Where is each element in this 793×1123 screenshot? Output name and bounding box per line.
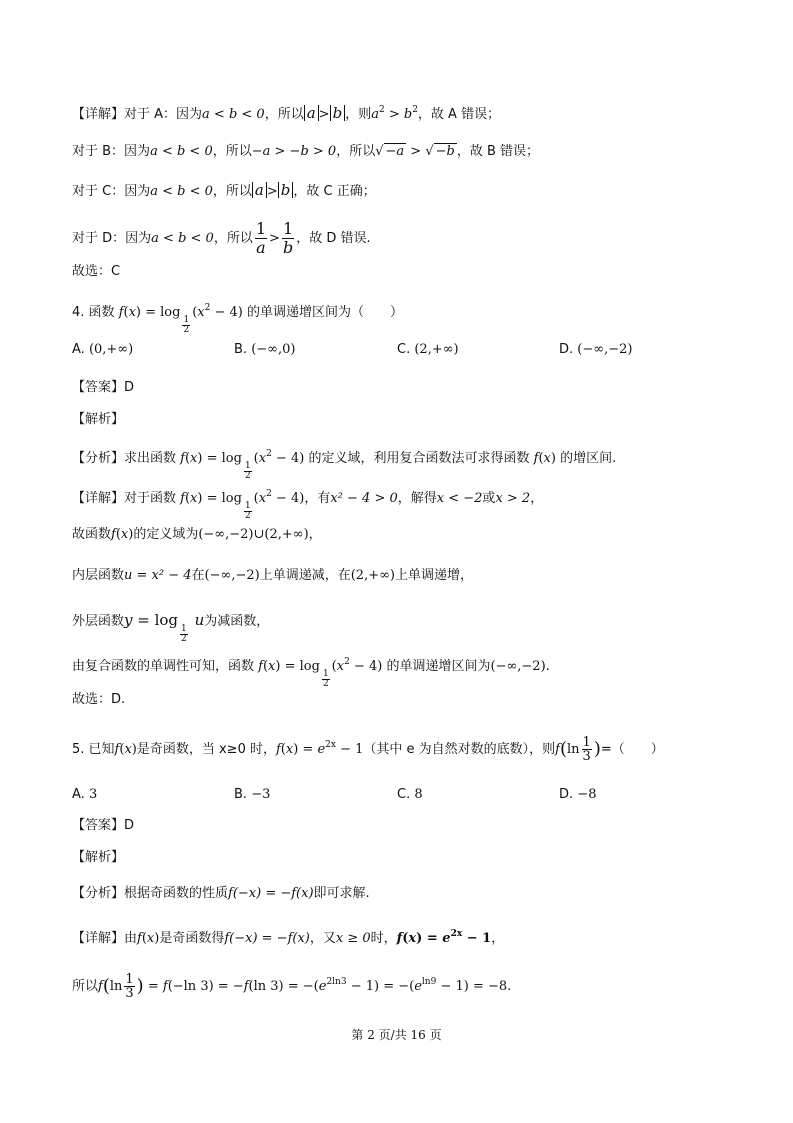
q5-analysis-tag: 【解析】	[72, 850, 125, 865]
q4-option-d[interactable]: D. (−∞,−2)	[559, 342, 633, 357]
q4-domain: 故函数f(x)的定义域为(−∞,−2)∪(2,+∞)，	[72, 527, 322, 542]
q5-so: 所以f(ln $\frac{1}{3}$ ) = f(−ln 3) = −f(ln $3) = -(e^{2ln3} - 1) = -(e^{ln9} - 1) = -8$.	[72, 972, 512, 1001]
q5-option-d[interactable]: D. −8	[559, 787, 597, 802]
q5-option-a[interactable]: A. 3	[72, 787, 98, 802]
q3-line-d: 对于 D：因为a < b < 0，所以 $\frac{1}{a}$ > $\frac{1}{b}$ ，故 D 错误.	[72, 219, 371, 257]
q3-line-a: 【详解】对于 A：因为a < b < 0，所以 a > b ，则$a^2 > b^2$，故 A 错误；	[72, 104, 501, 122]
q4-analysis-tag: 【解析】	[72, 412, 125, 427]
q5-answer-tag: 【答案】D	[72, 818, 135, 833]
q5-xiangjie: 【详解】由f(x)是奇函数得f(−x) = −f(x)，又x ≥ 0时，$f(x) = e^{2x} - 1$，	[72, 929, 505, 946]
q3-answer: 故选：C	[72, 264, 121, 279]
q4-stem: 4. 函数 f(x) = log $_{\frac{1}{2}}$ $(x^2 - 4)$ 的单调递增区间为（ ）	[72, 303, 404, 335]
q4-option-c[interactable]: C. (2,+∞)	[397, 342, 459, 357]
q4-option-b[interactable]: B. (−∞,0)	[234, 342, 296, 357]
q4-xiangjie: 【详解】对于函数 f(x) = log $_{\frac{1}{2}}$ $(x^2 - 4)$，有x² − 4 > 0，解得x < −2或x > 2，	[72, 489, 544, 521]
q5-fenxi: 【分析】根据奇函数的性质f(−x) = −f(x)即可求解.	[72, 886, 370, 901]
q3-line-b: 对于 B：因为a < b < 0，所以−a > −b > 0，所以√ −a > √ −b ，故 B 错误；	[72, 144, 540, 159]
q4-inner: 内层函数u = x² − 4在(−∞,−2)上单调递减，在(2,+∞)上单调递增，	[72, 568, 474, 583]
q4-option-a[interactable]: A. (0,+∞)	[72, 342, 134, 357]
q4-answer: 故选：D.	[72, 692, 126, 707]
page-footer: 第 2 页/共 16 页	[351, 1028, 442, 1042]
q3-line-c: 对于 C：因为a < b < 0，所以 a > b ，故 C 正确；	[72, 181, 376, 199]
q4-answer-tag: 【答案】D	[72, 380, 135, 395]
q5-option-c[interactable]: C. 8	[397, 787, 423, 802]
q4-outer: 外层函数y = log $_{\frac{1}{2}}$ u为减函数，	[72, 611, 270, 644]
q4-conclusion: 由复合函数的单调性可知，函数 f(x) = log $_{\frac{1}{2}}$ $(x^2 - 4)$ 的单调递增区间为(−∞,−2).	[72, 657, 550, 689]
q5-stem: 5. 已知f(x)是奇函数，当 x≥0 时，$f(x) = e^{2x} - 1$（其中 e 为自然对数的底数），则f(ln $\frac{1}{3}$ )=（ ）	[72, 735, 664, 764]
q4-fenxi: 【分析】求出函数 f(x) = log $_{\frac{1}{2}}$ $(x^2 - 4)$ 的定义域，利用复合函数法可求得函数 f(x) 的增区间.	[72, 449, 617, 481]
q5-option-b[interactable]: B. −3	[234, 787, 271, 802]
